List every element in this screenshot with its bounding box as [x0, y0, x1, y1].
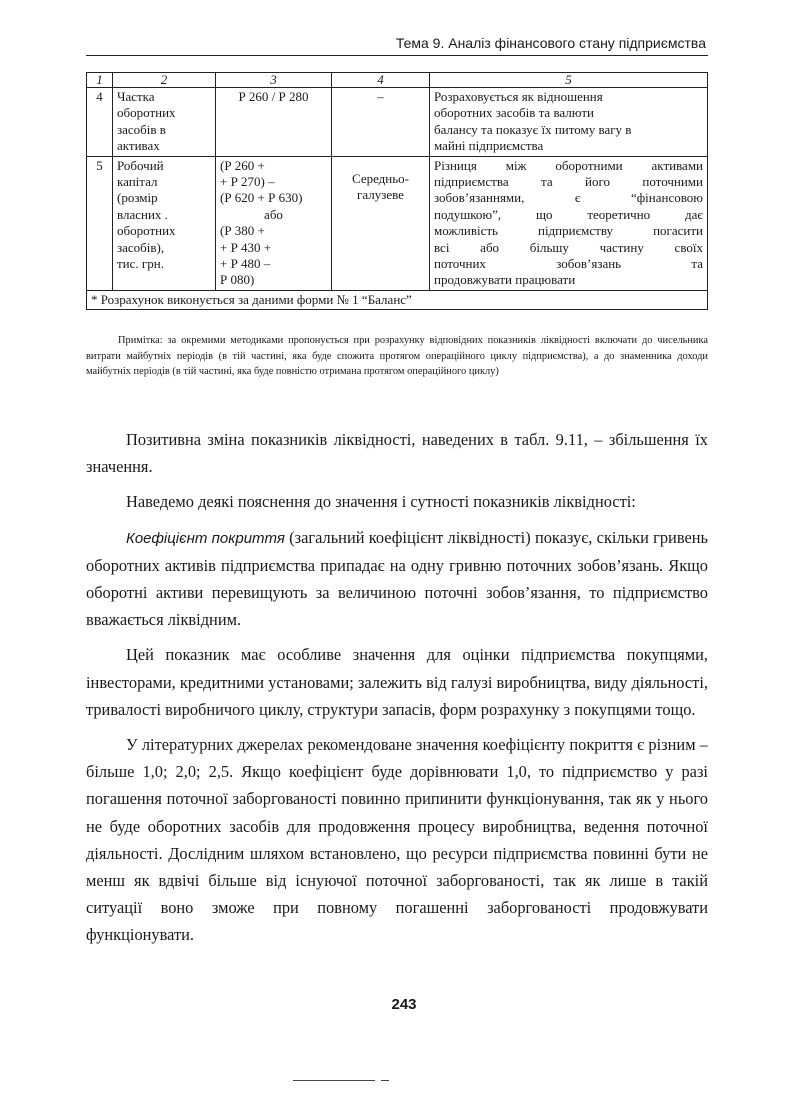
header-rule — [86, 55, 708, 56]
formula: (Р 260 + + Р 270) – (Р 620 + Р 630) або (Р 380 + + Р 430 + + Р 480 – Р 080) — [216, 156, 332, 290]
table-footnote: * Розрахунок виконується за даними форми № 1 “Баланс” — [87, 290, 708, 309]
table-footnote-row — [87, 290, 708, 309]
term-emphasis: Коефіцієнт покриття — [126, 529, 285, 547]
col-header-2: 2 — [113, 73, 216, 88]
footer-rule — [293, 1080, 375, 1081]
normative-value: – — [332, 88, 430, 157]
row-number: 5 — [87, 156, 113, 290]
paragraph: Цей показник має особливе значення для оцінки підприємства покупцями, інвесторами, кредитними установами; залежить від галузі виробництва, виду діяльності, тривалості виробничого циклу, структури запасів, форм розрахунку з покупцями тощо. — [86, 645, 708, 719]
page-number: 243 — [391, 996, 417, 1013]
indicator-description: Розраховується як відношення оборотних засобів та валюти балансу та показує їх питому вагу в майні підприємства — [430, 88, 708, 157]
paragraph-text: (загальний коефіцієнт ліквідності) показує, скільки гривень оборотних активів підприємства припадає на одну гривню поточних зобов’язань. Якщо оборотні активи перевищують за величиною поточні зобов’язання, то підприємство вважається ліквідним. — [86, 527, 708, 630]
table-note: Примітка: за окремими методиками пропонується при розрахунку відповідних показників ліквідності включати до чисельника витрати майбутніх періодів (в тій частині, яка буде спожита протягом операційного циклу підприємства), а до знаменника доходи майбутніх періодів (в тій частині, яка буде повністю отримана протягом операційного циклу) — [86, 335, 708, 377]
footer-dash — [381, 1080, 389, 1081]
col-header-4: 4 — [332, 73, 430, 88]
formula: Р 260 / Р 280 — [216, 88, 332, 157]
paragraph: У літературних джерелах рекомендоване значення коефіцієнту покриття є різним – більше 1,0; 2,0; 2,5. Якщо коефіцієнт буде дорівнювати 1,0, то підприємство у разі погашення поточної заборгованості повинно припинити функціонування, так як у нього не буде оборотних засобів для продовження процесу виробництва, ведення поточної діяльності. Дослідним шляхом встановлено, що ресурси підприємства повинні бути не менш як вдвічі більше від існуючої поточної заборгованості, так як лише в такій ситуації воно зможе при повному погашенні заборгованості продовжувати функціонувати. — [86, 735, 708, 945]
paragraph: Позитивна зміна показників ліквідності, наведених в табл. 9.11, – збільшення їх значення. — [86, 430, 708, 477]
table-row — [87, 88, 708, 157]
running-header: Тема 9. Аналіз фінансового стану підприємства — [395, 35, 706, 51]
body-text — [86, 426, 708, 957]
paragraph — [86, 524, 708, 634]
paragraph: Наведемо деякі пояснення до значення і сутності показників ліквідності: — [126, 492, 636, 512]
col-header-5: 5 — [430, 73, 708, 88]
indicator-name: Частка оборотних засобів в активах — [113, 88, 216, 157]
indicator-name: Робочий капітал (розмір власних . оборотних засобів), тис. грн. — [113, 156, 216, 290]
table-header-row — [87, 73, 708, 88]
normative-value: Середньо- галузеве — [332, 156, 430, 290]
indicator-description: Різниця між оборотними активами підприємства та його поточними зобов’язаннями, є “фінансовою подушкою”, що теоретично дає можливість підприємству погасити всі або більшу частину своїх поточних зобов’язань та продовжувати працювати — [430, 156, 708, 290]
col-header-1: 1 — [87, 73, 113, 88]
indicators-table — [86, 72, 708, 310]
col-header-3: 3 — [216, 73, 332, 88]
table-row — [87, 156, 708, 290]
row-number: 4 — [87, 88, 113, 157]
